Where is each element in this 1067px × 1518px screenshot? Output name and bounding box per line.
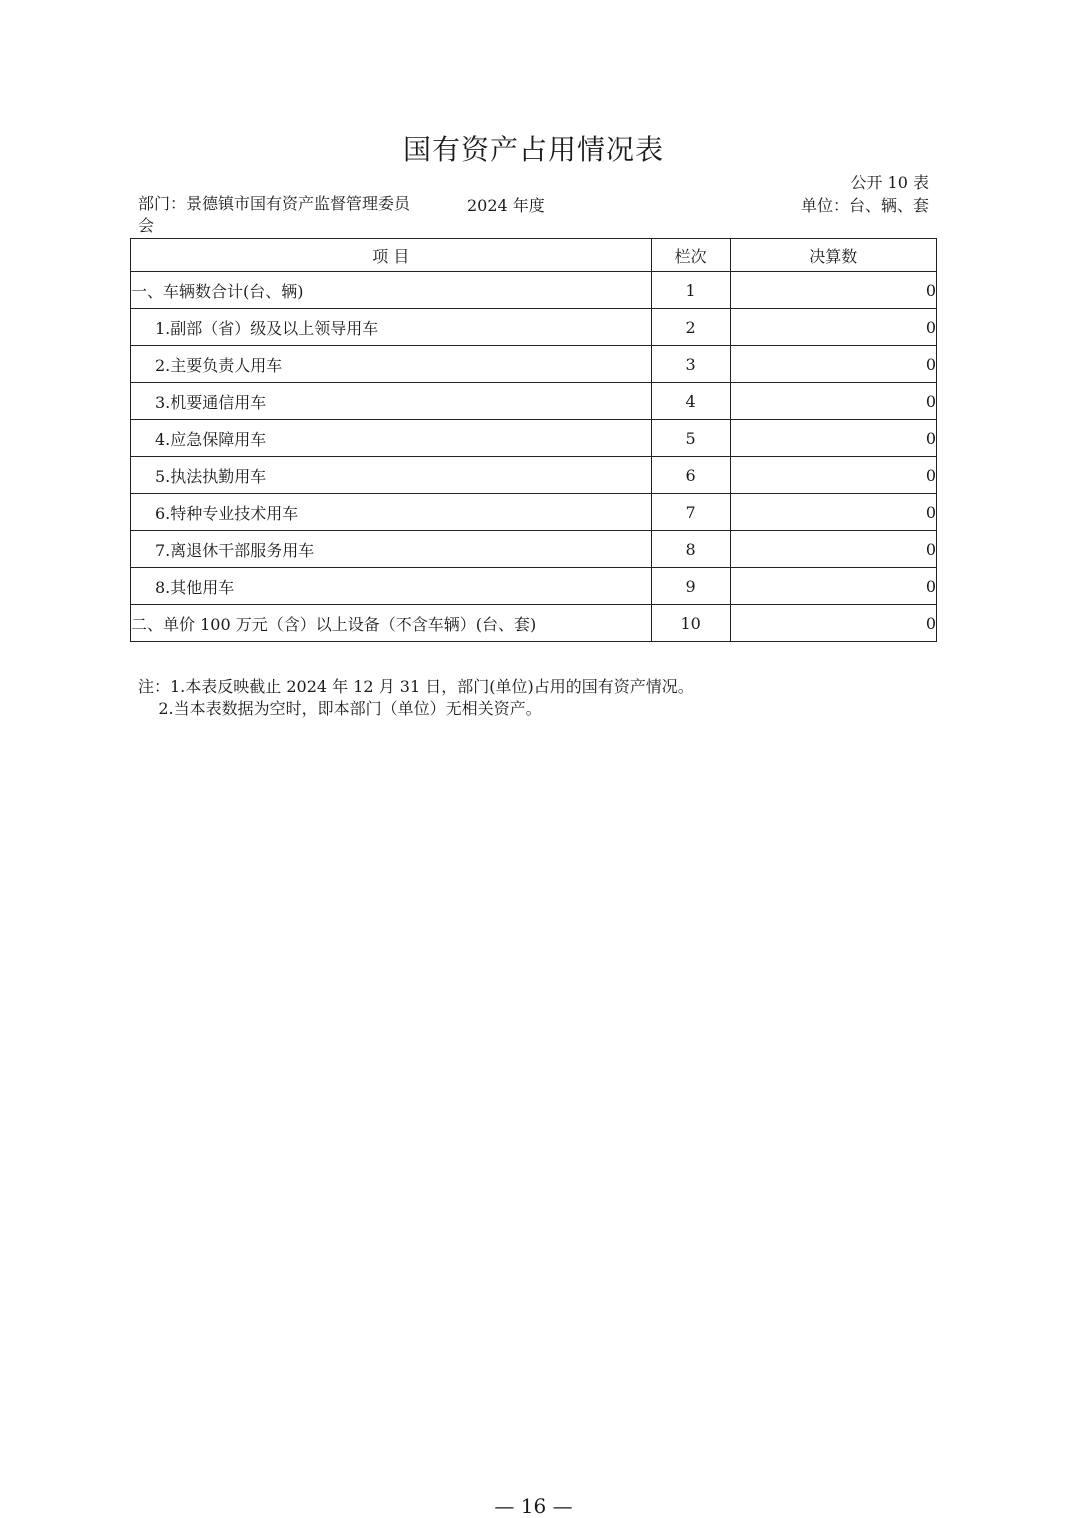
row-line-number: 5 bbox=[651, 420, 730, 457]
row-amount: 0 bbox=[730, 309, 936, 346]
row-amount: 0 bbox=[730, 272, 936, 309]
row-line-number: 4 bbox=[651, 383, 730, 420]
asset-table bbox=[130, 238, 937, 642]
row-amount: 0 bbox=[730, 457, 936, 494]
row-item: 7.离退休干部服务用车 bbox=[131, 531, 652, 568]
notes bbox=[138, 676, 694, 720]
table-row bbox=[131, 420, 937, 457]
row-amount: 0 bbox=[730, 383, 936, 420]
department-label: 部门：景德镇市国有资产监督管理委员会 bbox=[138, 194, 411, 235]
row-line-number: 3 bbox=[651, 346, 730, 383]
table-row bbox=[131, 605, 937, 642]
row-line-number: 6 bbox=[651, 457, 730, 494]
table-row bbox=[131, 494, 937, 531]
row-item: 1.副部（省）级及以上领导用车 bbox=[131, 309, 652, 346]
row-item: 4.应急保障用车 bbox=[131, 420, 652, 457]
row-item: 2.主要负责人用车 bbox=[131, 346, 652, 383]
unit-label: 单位：台、辆、套 bbox=[800, 196, 929, 215]
row-amount: 0 bbox=[730, 605, 936, 642]
row-line-number: 10 bbox=[651, 605, 730, 642]
header-line: 栏次 bbox=[651, 239, 730, 272]
fiscal-year: 2024 年度 bbox=[467, 196, 545, 215]
table-row bbox=[131, 309, 937, 346]
table-row bbox=[131, 568, 937, 605]
table-body bbox=[131, 272, 937, 642]
row-line-number: 8 bbox=[651, 531, 730, 568]
row-item: 一、车辆数合计(台、辆) bbox=[131, 272, 652, 309]
note-line-1: 注：1.本表反映截止 2024 年 12 月 31 日，部门(单位)占用的国有资产情况。 bbox=[138, 677, 694, 696]
row-item: 6.特种专业技术用车 bbox=[131, 494, 652, 531]
row-item: 二、单价 100 万元（含）以上设备（不含车辆）(台、套) bbox=[131, 605, 652, 642]
table-row bbox=[131, 531, 937, 568]
table-row bbox=[131, 272, 937, 309]
header-item: 项 目 bbox=[131, 239, 652, 272]
table-row bbox=[131, 346, 937, 383]
row-amount: 0 bbox=[730, 568, 936, 605]
table-row bbox=[131, 457, 937, 494]
row-line-number: 9 bbox=[651, 568, 730, 605]
page-title: 国有资产占用情况表 bbox=[402, 133, 664, 166]
row-item: 3.机要通信用车 bbox=[131, 383, 652, 420]
header-amount: 决算数 bbox=[730, 239, 936, 272]
row-amount: 0 bbox=[730, 494, 936, 531]
row-amount: 0 bbox=[730, 346, 936, 383]
form-code: 公开 10 表 bbox=[850, 173, 929, 192]
row-line-number: 7 bbox=[651, 494, 730, 531]
row-item: 5.执法执勤用车 bbox=[131, 457, 652, 494]
row-amount: 0 bbox=[730, 531, 936, 568]
table-row bbox=[131, 383, 937, 420]
row-line-number: 1 bbox=[651, 272, 730, 309]
page-number: — 16 — bbox=[494, 1494, 573, 1518]
note-line-2: 2.当本表数据为空时，即本部门（单位）无相关资产。 bbox=[138, 699, 542, 718]
row-line-number: 2 bbox=[651, 309, 730, 346]
table-header-row bbox=[131, 239, 937, 272]
row-amount: 0 bbox=[730, 420, 936, 457]
row-item: 8.其他用车 bbox=[131, 568, 652, 605]
